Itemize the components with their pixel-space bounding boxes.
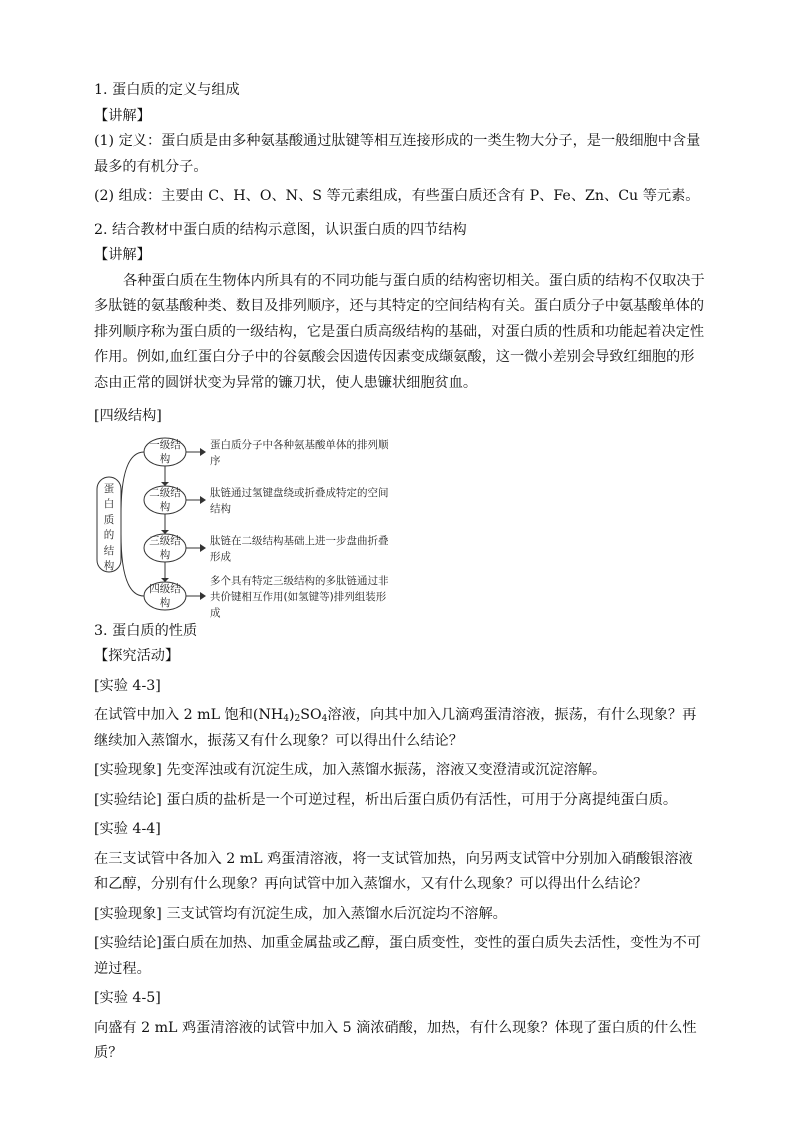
level-1-description: 蛋白质分子中各种氨基酸单体的排列顺序 xyxy=(210,438,389,467)
level-1-node: 一级结构 xyxy=(149,438,181,465)
document-content xyxy=(94,78,706,1067)
experiment-4-4-observation: [实验现象] 三支试管均有沉淀生成，加入蒸馏水后沉淀均不溶解。 xyxy=(94,905,507,922)
experiment-4-5-question: 向盛有 2 mL 鸡蛋清溶液的试管中加入 5 滴浓硝酸，加热，有什么现象？体现了蛋白质的什么性质？ xyxy=(94,1019,697,1061)
level-4-node: 四级结构 xyxy=(149,582,181,609)
section-2-title: 2. 结合教材中蛋白质的结构示意图，认识蛋白质的四节结构 xyxy=(94,221,467,238)
experiment-4-3-conclusion: [实验结论] 蛋白质的盐析是一个可逆过程，析出后蛋白质仍有活性，可用于分离提纯蛋白质。 xyxy=(94,791,678,808)
section-1-composition: (2) 组成：主要由 C、H、O、N、S 等元素组成，有些蛋白质还含有 P、Fe、Zn、Cu 等元素。 xyxy=(94,188,700,204)
level-2-node: 二级结构 xyxy=(149,486,181,513)
section-2-tag: 【讲解】 xyxy=(94,247,151,263)
level-4-description: 多个具有特定三级结构的多肽链通过非共价键相互作用(如氢键等)排列组装形成 xyxy=(210,574,389,619)
section-3-tag: 【探究活动】 xyxy=(94,648,180,664)
section-1-definition: (1) 定义：蛋白质是由多种氨基酸通过肽键等相互连接形成的一类生物大分子，是一般细胞中含量最多的有机分子。 xyxy=(94,133,701,175)
section-2-body: 各种蛋白质在生物体内所具有的不同功能与蛋白质的结构密切相关。蛋白质的结构不仅取决于多肽链的氨基酸种类、数目及排列顺序，还与其特定的空间结构有关。蛋白质分子中氨基酸单体的排列顺序称为蛋白质的一级结构，它是蛋白质高级结构的基础，对蛋白质的性质和功能起着决定性作用。例如,血红蛋白分子中的谷氨酸会因遗传因素变成缬氨酸，这一微小差别会导致红细胞的形态由正常的圆饼状变为异常的镰刀状，使人患镰状细胞贫血。 xyxy=(94,272,705,391)
level-3-node: 三级结构 xyxy=(149,534,181,561)
diagram-root-label: 蛋白质的结构 xyxy=(103,482,115,572)
section-1-title: 1. 蛋白质的定义与组成 xyxy=(94,82,240,98)
section-3-title: 3. 蛋白质的性质 xyxy=(94,622,198,639)
experiment-4-4-label: [实验 4-4] xyxy=(94,821,161,837)
experiment-4-3-label: [实验 4-3] xyxy=(94,677,161,694)
experiment-4-4-conclusion: [实验结论]蛋白质在加热、加重金属盐或乙醇，蛋白质变性，变性的蛋白质失去活性，变性为不可逆过程。 xyxy=(94,935,701,977)
diagram-title: [四级结构] xyxy=(94,408,162,424)
experiment-4-3-question: 在试管中加入 2 mL 饱和$(NH_4)_2SO_4$溶液，向其中加入几滴鸡蛋清溶液，振荡，有什么现象？再继续加入蒸馏水，振荡又有什么现象？可以得出什么结论？ xyxy=(94,707,697,749)
experiment-4-3-observation: [实验现象] 先变浑浊或有沉淀生成，加入蒸馏水振荡，溶液又变澄清或沉淀溶解。 xyxy=(94,762,607,778)
level-2-description: 肽链通过氢键盘绕或折叠成特定的空间结构 xyxy=(210,486,389,515)
level-3-description: 肽链在二级结构基础上进一步盘曲折叠形成 xyxy=(210,534,389,563)
section-1-tag: 【讲解】 xyxy=(94,107,151,124)
protein-structure-diagram xyxy=(94,434,414,619)
experiment-4-4-question: 在三支试管中各加入 2 mL 鸡蛋清溶液，将一支试管加热，向另两支试管中分别加入硝酸银溶液和乙醇，分别有什么现象？再向试管中加入蒸馏水，又有什么现象？可以得出什么结论？ xyxy=(94,850,693,892)
experiment-4-5-label: [实验 4-5] xyxy=(94,990,161,1006)
